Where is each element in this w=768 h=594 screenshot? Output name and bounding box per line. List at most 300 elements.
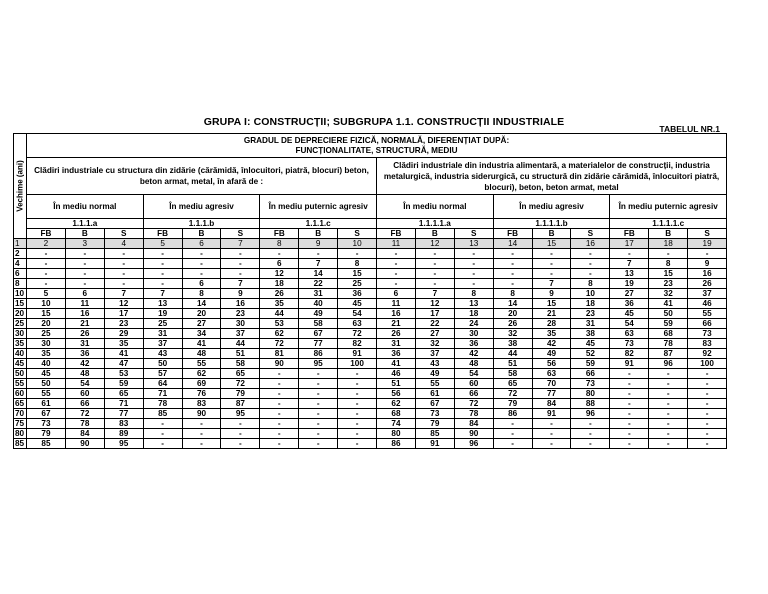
value-cell: 55 xyxy=(688,309,727,319)
value-cell: 78 xyxy=(649,339,688,349)
value-cell: 21 xyxy=(65,319,104,329)
value-cell: 20 xyxy=(493,309,532,319)
value-cell: 35 xyxy=(104,339,143,349)
value-cell: 11 xyxy=(65,299,104,309)
value-cell: 27 xyxy=(415,329,454,339)
table-row xyxy=(14,359,727,369)
value-cell: 50 xyxy=(649,309,688,319)
value-cell: 50 xyxy=(143,359,182,369)
value-cell: - xyxy=(610,249,649,259)
value-cell: 62 xyxy=(260,329,299,339)
age-cell: 25 xyxy=(14,319,27,329)
table-row xyxy=(14,439,727,449)
index-cell: 9 xyxy=(299,239,338,249)
value-cell: 44 xyxy=(493,349,532,359)
column-header: B xyxy=(65,229,104,239)
value-cell: 56 xyxy=(532,359,571,369)
value-cell: 71 xyxy=(104,399,143,409)
value-cell: - xyxy=(143,279,182,289)
value-cell: - xyxy=(649,389,688,399)
value-cell: - xyxy=(221,269,260,279)
value-cell: 88 xyxy=(571,399,610,409)
value-cell: 63 xyxy=(338,319,377,329)
index-cell: 2 xyxy=(27,239,66,249)
value-cell: - xyxy=(299,439,338,449)
value-cell: - xyxy=(454,269,493,279)
value-cell: 96 xyxy=(649,359,688,369)
env-header: În mediu puternic agresiv xyxy=(260,195,377,219)
value-cell: - xyxy=(182,259,221,269)
value-cell: 26 xyxy=(377,329,416,339)
value-cell: 84 xyxy=(65,429,104,439)
value-cell: 6 xyxy=(65,289,104,299)
value-cell: 67 xyxy=(299,329,338,339)
value-cell: - xyxy=(649,369,688,379)
value-cell: 43 xyxy=(415,359,454,369)
value-cell: 18 xyxy=(454,309,493,319)
value-cell: - xyxy=(532,419,571,429)
value-cell: 72 xyxy=(221,379,260,389)
value-cell: - xyxy=(182,429,221,439)
value-cell: 19 xyxy=(610,279,649,289)
value-cell: - xyxy=(27,279,66,289)
value-cell: 25 xyxy=(143,319,182,329)
value-cell: 21 xyxy=(377,319,416,329)
value-cell: 14 xyxy=(182,299,221,309)
value-cell: - xyxy=(649,379,688,389)
value-cell: 96 xyxy=(454,439,493,449)
value-cell: - xyxy=(377,259,416,269)
table-label: TABELUL NR.1 xyxy=(659,124,720,134)
value-cell: - xyxy=(610,429,649,439)
table-row xyxy=(14,299,727,309)
value-cell: 73 xyxy=(610,339,649,349)
age-cell: 60 xyxy=(14,389,27,399)
value-cell: 91 xyxy=(610,359,649,369)
value-cell: 43 xyxy=(143,349,182,359)
value-cell: 50 xyxy=(27,379,66,389)
value-cell: - xyxy=(143,429,182,439)
value-cell: 41 xyxy=(104,349,143,359)
value-cell: 86 xyxy=(377,439,416,449)
value-cell: - xyxy=(610,399,649,409)
value-cell: 55 xyxy=(27,389,66,399)
age-cell: 35 xyxy=(14,339,27,349)
value-cell: - xyxy=(260,249,299,259)
value-cell: - xyxy=(649,419,688,429)
value-cell: 9 xyxy=(688,259,727,269)
value-cell: 36 xyxy=(454,339,493,349)
value-cell: 17 xyxy=(104,309,143,319)
value-cell: - xyxy=(532,439,571,449)
value-cell: 21 xyxy=(532,309,571,319)
value-cell: 48 xyxy=(182,349,221,359)
column-header: FB xyxy=(610,229,649,239)
value-cell: - xyxy=(688,439,727,449)
table-row xyxy=(14,429,727,439)
value-cell: 78 xyxy=(454,409,493,419)
value-cell: - xyxy=(493,279,532,289)
env-header: În mediu normal xyxy=(27,195,144,219)
value-cell: - xyxy=(610,369,649,379)
value-cell: 7 xyxy=(299,259,338,269)
age-cell: 8 xyxy=(14,279,27,289)
value-cell: 72 xyxy=(65,409,104,419)
value-cell: 22 xyxy=(299,279,338,289)
env-header: În mediu puternic agresiv xyxy=(610,195,727,219)
value-cell: 73 xyxy=(688,329,727,339)
value-cell: - xyxy=(182,249,221,259)
value-cell: 42 xyxy=(65,359,104,369)
value-cell: - xyxy=(532,249,571,259)
value-cell: 83 xyxy=(104,419,143,429)
value-cell: 54 xyxy=(338,309,377,319)
value-cell: 7 xyxy=(104,289,143,299)
column-header: FB xyxy=(260,229,299,239)
value-cell: 18 xyxy=(260,279,299,289)
value-cell: 38 xyxy=(493,339,532,349)
value-cell: 19 xyxy=(143,309,182,319)
value-cell: 86 xyxy=(299,349,338,359)
value-cell: 55 xyxy=(415,379,454,389)
value-cell: - xyxy=(143,259,182,269)
value-cell: 65 xyxy=(221,369,260,379)
value-cell: - xyxy=(532,259,571,269)
value-cell: 37 xyxy=(221,329,260,339)
value-cell: - xyxy=(454,259,493,269)
value-cell: 7 xyxy=(143,289,182,299)
value-cell: 54 xyxy=(65,379,104,389)
value-cell: 40 xyxy=(27,359,66,369)
value-cell: 6 xyxy=(182,279,221,289)
value-cell: 58 xyxy=(493,369,532,379)
value-cell: - xyxy=(104,249,143,259)
value-cell: - xyxy=(299,389,338,399)
value-cell: - xyxy=(299,249,338,259)
value-cell: - xyxy=(688,379,727,389)
value-cell: - xyxy=(338,439,377,449)
value-cell: 72 xyxy=(338,329,377,339)
age-cell: 40 xyxy=(14,349,27,359)
value-cell: 48 xyxy=(65,369,104,379)
group-right-header: Clădiri industriale din industria alimentară, a materialelor de construcții, industria metalurgică, industria siderurgică, cu structură din zidărie cărămidă, înlocuitori piatră, blocuri), beton, beton armat, metal xyxy=(377,158,727,195)
value-cell: 72 xyxy=(260,339,299,349)
value-cell: 15 xyxy=(27,309,66,319)
value-cell: - xyxy=(377,279,416,289)
index-cell: 14 xyxy=(493,239,532,249)
value-cell: - xyxy=(104,259,143,269)
value-cell: 26 xyxy=(493,319,532,329)
value-cell: 30 xyxy=(221,319,260,329)
value-cell: - xyxy=(649,249,688,259)
index-cell: 16 xyxy=(571,239,610,249)
value-cell: 91 xyxy=(532,409,571,419)
value-cell: 81 xyxy=(260,349,299,359)
value-cell: - xyxy=(493,259,532,269)
value-cell: - xyxy=(260,379,299,389)
value-cell: - xyxy=(338,249,377,259)
value-cell: 37 xyxy=(143,339,182,349)
value-cell: - xyxy=(221,419,260,429)
value-cell: 55 xyxy=(182,359,221,369)
value-cell: - xyxy=(377,269,416,279)
value-cell: 7 xyxy=(221,279,260,289)
value-cell: 32 xyxy=(493,329,532,339)
value-cell: 8 xyxy=(338,259,377,269)
value-cell: - xyxy=(260,409,299,419)
value-cell: - xyxy=(338,399,377,409)
value-cell: 90 xyxy=(65,439,104,449)
column-header: B xyxy=(299,229,338,239)
table-row xyxy=(14,259,727,269)
value-cell: - xyxy=(221,429,260,439)
column-header: B xyxy=(649,229,688,239)
index-cell: 12 xyxy=(415,239,454,249)
value-cell: - xyxy=(143,269,182,279)
column-header: FB xyxy=(27,229,66,239)
value-cell: - xyxy=(454,279,493,289)
column-header: FB xyxy=(377,229,416,239)
value-cell: 34 xyxy=(182,329,221,339)
value-cell: 46 xyxy=(688,299,727,309)
column-header: S xyxy=(688,229,727,239)
value-cell: 7 xyxy=(532,279,571,289)
value-cell: 80 xyxy=(377,429,416,439)
value-cell: 36 xyxy=(65,349,104,359)
value-cell: 14 xyxy=(493,299,532,309)
table-row xyxy=(14,249,727,259)
code-header: 1.1.1.1.b xyxy=(493,219,610,229)
value-cell: - xyxy=(493,269,532,279)
value-cell: 45 xyxy=(610,309,649,319)
value-cell: - xyxy=(260,419,299,429)
value-cell: - xyxy=(221,249,260,259)
value-cell: 8 xyxy=(182,289,221,299)
index-cell: 6 xyxy=(182,239,221,249)
value-cell: - xyxy=(493,429,532,439)
value-cell: 56 xyxy=(377,389,416,399)
value-cell: 8 xyxy=(493,289,532,299)
value-cell: 13 xyxy=(454,299,493,309)
column-header: FB xyxy=(493,229,532,239)
value-cell: 40 xyxy=(299,299,338,309)
value-cell: 32 xyxy=(649,289,688,299)
value-cell: 70 xyxy=(532,379,571,389)
value-cell: - xyxy=(260,439,299,449)
age-cell: 30 xyxy=(14,329,27,339)
value-cell: 45 xyxy=(27,369,66,379)
age-cell: 65 xyxy=(14,399,27,409)
value-cell: - xyxy=(65,259,104,269)
value-cell: 48 xyxy=(454,359,493,369)
value-cell: - xyxy=(415,259,454,269)
value-cell: - xyxy=(65,279,104,289)
value-cell: 67 xyxy=(415,399,454,409)
env-header: În mediu normal xyxy=(377,195,494,219)
age-cell: 6 xyxy=(14,269,27,279)
value-cell: 8 xyxy=(454,289,493,299)
value-cell: - xyxy=(688,429,727,439)
value-cell: - xyxy=(493,249,532,259)
table-row xyxy=(14,289,727,299)
value-cell: - xyxy=(377,249,416,259)
value-cell: 49 xyxy=(415,369,454,379)
value-cell: 63 xyxy=(532,369,571,379)
index-cell: 13 xyxy=(454,239,493,249)
value-cell: 45 xyxy=(338,299,377,309)
value-cell: 95 xyxy=(221,409,260,419)
value-cell: 83 xyxy=(688,339,727,349)
age-cell: 45 xyxy=(14,359,27,369)
value-cell: 79 xyxy=(27,429,66,439)
age-cell: 20 xyxy=(14,309,27,319)
value-cell: - xyxy=(610,439,649,449)
value-cell: 6 xyxy=(260,259,299,269)
value-cell: 100 xyxy=(688,359,727,369)
value-cell: 12 xyxy=(260,269,299,279)
value-cell: 16 xyxy=(377,309,416,319)
value-cell: 58 xyxy=(221,359,260,369)
value-cell: 35 xyxy=(27,349,66,359)
value-cell: - xyxy=(493,439,532,449)
value-cell: 15 xyxy=(649,269,688,279)
column-header: S xyxy=(454,229,493,239)
value-cell: - xyxy=(688,419,727,429)
value-cell: 87 xyxy=(221,399,260,409)
value-cell: 41 xyxy=(649,299,688,309)
value-cell: 20 xyxy=(182,309,221,319)
value-cell: 27 xyxy=(182,319,221,329)
value-cell: 79 xyxy=(493,399,532,409)
main-header: GRADUL DE DEPRECIERE FIZICĂ, NORMALĂ, DIFERENȚIAT DUPĂ: FUNCȚIONALITATE, STRUCTURĂ, MEDIU xyxy=(27,134,727,158)
value-cell: 37 xyxy=(415,349,454,359)
age-cell: 70 xyxy=(14,409,27,419)
value-cell: 68 xyxy=(649,329,688,339)
value-cell: 53 xyxy=(260,319,299,329)
value-cell: 67 xyxy=(27,409,66,419)
value-cell: 77 xyxy=(532,389,571,399)
index-cell: 4 xyxy=(104,239,143,249)
value-cell: - xyxy=(571,249,610,259)
value-cell: - xyxy=(649,439,688,449)
value-cell: 17 xyxy=(415,309,454,319)
value-cell: - xyxy=(299,379,338,389)
value-cell: - xyxy=(688,399,727,409)
value-cell: 9 xyxy=(532,289,571,299)
value-cell: 12 xyxy=(104,299,143,309)
table-row xyxy=(14,309,727,319)
value-cell: 41 xyxy=(182,339,221,349)
value-cell: - xyxy=(532,429,571,439)
value-cell: 8 xyxy=(649,259,688,269)
value-cell: 78 xyxy=(65,419,104,429)
index-cell: 17 xyxy=(610,239,649,249)
value-cell: 32 xyxy=(415,339,454,349)
value-cell: - xyxy=(221,259,260,269)
table-row xyxy=(14,419,727,429)
value-cell: 64 xyxy=(143,379,182,389)
index-cell: 11 xyxy=(377,239,416,249)
value-cell: - xyxy=(221,439,260,449)
index-cell: 7 xyxy=(221,239,260,249)
value-cell: 36 xyxy=(610,299,649,309)
value-cell: 38 xyxy=(571,329,610,339)
value-cell: 44 xyxy=(221,339,260,349)
index-cell: 8 xyxy=(260,239,299,249)
value-cell: 47 xyxy=(104,359,143,369)
value-cell: 26 xyxy=(260,289,299,299)
value-cell: 11 xyxy=(377,299,416,309)
age-cell: 4 xyxy=(14,259,27,269)
table-row xyxy=(14,369,727,379)
code-header: 1.1.1.1.c xyxy=(610,219,727,229)
value-cell: 51 xyxy=(221,349,260,359)
value-cell: 58 xyxy=(299,319,338,329)
code-header: 1.1.1.b xyxy=(143,219,260,229)
table-row xyxy=(14,379,727,389)
value-cell: 51 xyxy=(377,379,416,389)
code-header: 1.1.1.a xyxy=(27,219,144,229)
value-cell: - xyxy=(299,399,338,409)
value-cell: 77 xyxy=(299,339,338,349)
value-cell: 83 xyxy=(182,399,221,409)
value-cell: 20 xyxy=(27,319,66,329)
value-cell: - xyxy=(260,429,299,439)
value-cell: 36 xyxy=(338,289,377,299)
column-header: B xyxy=(415,229,454,239)
value-cell: - xyxy=(260,399,299,409)
value-cell: 46 xyxy=(377,369,416,379)
value-cell: - xyxy=(571,429,610,439)
value-cell: 45 xyxy=(571,339,610,349)
value-cell: - xyxy=(182,419,221,429)
value-cell: 84 xyxy=(454,419,493,429)
value-cell: 42 xyxy=(532,339,571,349)
value-cell: 82 xyxy=(338,339,377,349)
value-cell: 31 xyxy=(571,319,610,329)
value-cell: 10 xyxy=(27,299,66,309)
value-cell: 37 xyxy=(688,289,727,299)
value-cell: - xyxy=(649,399,688,409)
value-cell: - xyxy=(27,269,66,279)
value-cell: 23 xyxy=(571,309,610,319)
age-cell: 2 xyxy=(14,249,27,259)
value-cell: 5 xyxy=(27,289,66,299)
value-cell: - xyxy=(338,369,377,379)
value-cell: - xyxy=(454,249,493,259)
value-cell: 100 xyxy=(338,359,377,369)
value-cell: 23 xyxy=(221,309,260,319)
value-cell: 60 xyxy=(65,389,104,399)
column-header: B xyxy=(182,229,221,239)
value-cell: 89 xyxy=(104,429,143,439)
value-cell: 35 xyxy=(532,329,571,339)
value-cell: 73 xyxy=(571,379,610,389)
value-cell: 84 xyxy=(532,399,571,409)
value-cell: 31 xyxy=(143,329,182,339)
value-cell: - xyxy=(299,419,338,429)
value-cell: 16 xyxy=(688,269,727,279)
value-cell: - xyxy=(688,409,727,419)
value-cell: 74 xyxy=(377,419,416,429)
value-cell: - xyxy=(104,269,143,279)
value-cell: - xyxy=(571,439,610,449)
age-cell: 75 xyxy=(14,419,27,429)
column-header: S xyxy=(571,229,610,239)
table-row xyxy=(14,339,727,349)
value-cell: 59 xyxy=(649,319,688,329)
column-header: S xyxy=(338,229,377,239)
